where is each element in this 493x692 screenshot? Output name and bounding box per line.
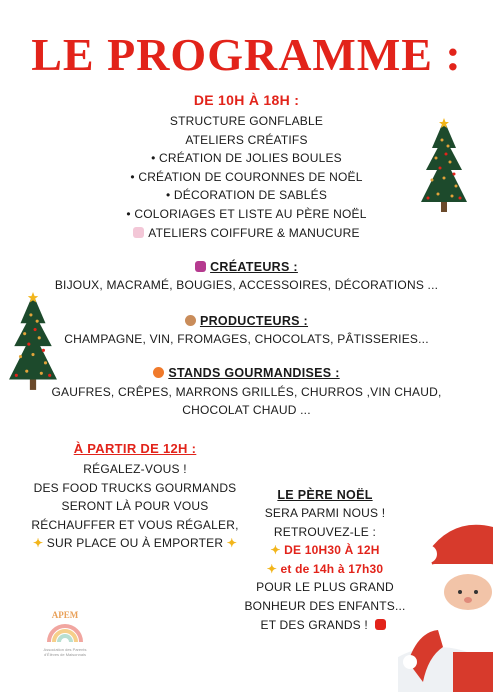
producteurs-heading-row — [0, 312, 493, 330]
pere-noel-line: SERA PARMI NOUS ! — [264, 506, 386, 520]
food-trucks-line: SUR PLACE OU À EMPORTER — [46, 536, 224, 551]
producteurs-text: CHAMPAGNE, VIN, FROMAGES, CHOCOLATS, PÂTISSERIES... — [64, 332, 429, 346]
apem-logo-subtitle: Association des Parents d'Élèves de Maisonnais — [43, 647, 87, 657]
createurs-heading-row — [0, 258, 493, 276]
pere-noel-line: BONHEUR DES ENFANTS... — [244, 598, 406, 613]
cookie-icon — [185, 315, 196, 326]
gift-icon — [375, 619, 386, 630]
gourmandises-heading: STANDS GOURMANDISES : — [168, 366, 340, 380]
producteurs-heading: PRODUCTEURS : — [199, 314, 309, 328]
sparkle-icon: ✦ — [270, 543, 281, 558]
sparkle-icon: ✦ — [226, 536, 238, 551]
gourmandises-heading-row — [0, 364, 493, 382]
food-trucks-line: SERONT LÀ POUR VOUS — [61, 499, 209, 514]
pere-noel-time-1: DE 10H30 À 12H — [284, 543, 380, 558]
pere-noel-time-2: et de 14h à 17h30 — [280, 561, 384, 576]
santa-illustration — [398, 512, 493, 692]
page-title: LE PROGRAMME : — [31, 29, 462, 80]
schedule-item: STRUCTURE GONFLABLE — [169, 114, 324, 128]
gourmandises-line-2: CHOCOLAT CHAUD ... — [182, 403, 311, 417]
pere-noel-heading: LE PÈRE NOËL — [277, 488, 373, 502]
schedule-heading: DE 10H À 18H : — [193, 92, 300, 108]
christmas-tree-icon — [420, 118, 468, 214]
apem-logo-name: APEM — [51, 610, 79, 620]
schedule-item: ATELIERS CRÉATIFS — [185, 132, 308, 147]
lollipop-icon — [153, 367, 164, 378]
food-trucks-heading: À PARTIR DE 12H : — [73, 441, 197, 456]
sparkle-icon: ✦ — [32, 536, 44, 551]
food-trucks-line: RÉCHAUFFER ET VOUS RÉGALER, — [31, 517, 239, 532]
christmas-tree-icon — [8, 292, 58, 392]
shopping-bags-icon — [195, 261, 206, 272]
gourmandises-line-1: GAUFRES, CRÊPES, MARRONS GRILLÉS, CHURROS ,VIN CHAUD, — [51, 385, 442, 399]
rainbow-icon — [45, 620, 85, 642]
createurs-heading: CRÉATEURS : — [210, 260, 298, 274]
sparkle-icon: ✦ — [266, 561, 277, 576]
schedule-item: • CRÉATION DE JOLIES BOULES — [151, 151, 342, 166]
food-trucks-line: RÉGALEZ-VOUS ! — [83, 462, 187, 476]
nail-polish-icon — [133, 227, 144, 238]
pere-noel-line: RETROUVEZ-LE : — [273, 524, 377, 539]
createurs-text: BIJOUX, MACRAMÉ, BOUGIES, ACCESSOIRES, DÉCORATIONS ... — [54, 278, 439, 292]
schedule-item: • CRÉATION DE COURONNES DE NOËL — [130, 169, 363, 184]
schedule-item: • COLORIAGES ET LISTE AU PÈRE NOËL — [126, 206, 367, 221]
food-trucks-line: DES FOOD TRUCKS GOURMANDS — [33, 480, 237, 495]
pere-noel-line: ET DES GRANDS ! — [260, 617, 368, 632]
apem-logo — [40, 610, 90, 657]
schedule-line-coiffure — [0, 224, 493, 243]
pere-noel-line: POUR LE PLUS GRAND — [256, 580, 394, 595]
schedule-item: ATELIERS COIFFURE & MANUCURE — [148, 225, 360, 240]
schedule-item: • DÉCORATION DE SABLÉS — [165, 188, 328, 203]
